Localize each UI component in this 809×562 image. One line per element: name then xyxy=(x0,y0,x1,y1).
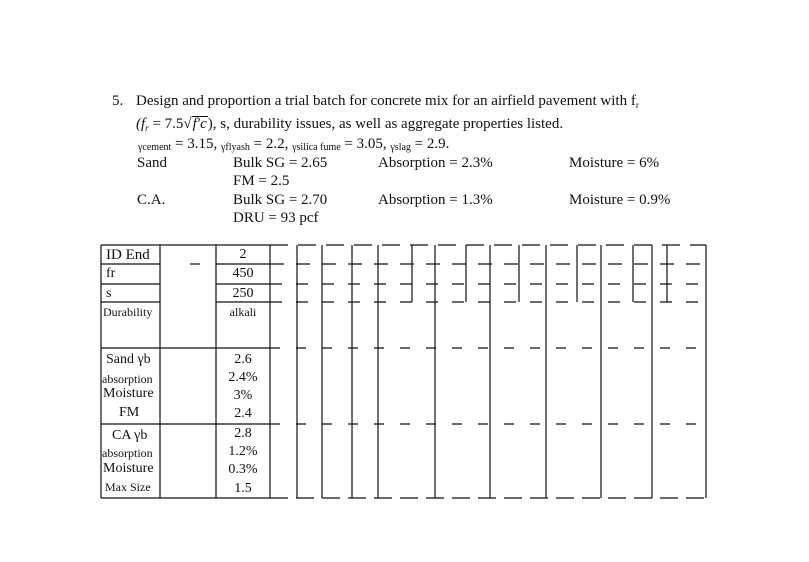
table-value-fr: 450 xyxy=(232,266,254,281)
table-label-durability: Durability xyxy=(103,305,153,319)
gamma-slag-value: = 2.9. xyxy=(410,136,450,152)
gamma-flyash-value: = 2.2, xyxy=(249,136,293,152)
table-value-ca-moisture: 0.3% xyxy=(228,462,258,477)
table-label-s: s xyxy=(106,286,112,301)
sand-moisture: Moisture = 6% xyxy=(569,155,660,171)
table-value-sand-gamma: 2.6 xyxy=(234,352,252,367)
table-value-sand-absorption: 2.4% xyxy=(228,370,258,385)
table-label-max-size: Max Size xyxy=(105,480,151,494)
gamma-flyash-label: γflyash xyxy=(221,142,250,153)
problem-line-2-suffix: ), s, durability issues, as well as aggregate properties listed. xyxy=(207,116,564,132)
table-label-sand-moisture: Moisture xyxy=(103,386,154,401)
gamma-silica-value: = 3.05, xyxy=(340,136,391,152)
ca-label: C.A. xyxy=(137,192,166,208)
table-value-durability: alkali xyxy=(229,305,257,319)
table-value-max-size: 1.5 xyxy=(234,481,252,496)
problem-number: 5. xyxy=(112,93,124,109)
problem-line-1-text: Design and proportion a trial batch for concrete mix for an airfield pavement with f xyxy=(136,93,636,109)
table-label-ca-absorption: absorption xyxy=(102,446,153,460)
gamma-cement-value: = 3.15, xyxy=(171,136,222,152)
sand-bulk-sg: Bulk SG = 2.65 xyxy=(233,155,328,171)
fr-subscript: r xyxy=(635,100,639,110)
table-label-sand-gamma: Sand γb xyxy=(106,352,151,367)
table-value-s: 250 xyxy=(232,286,254,301)
table-value-id-end: 2 xyxy=(239,247,247,262)
table-label-id-end: ID End xyxy=(106,247,150,263)
table-value-ca-absorption: 1.2% xyxy=(228,444,258,459)
ca-bulk-sg: Bulk SG = 2.70 xyxy=(233,192,328,208)
gamma-slag-label: γslag xyxy=(390,142,411,153)
gamma-silica-label: γsilica fume xyxy=(292,142,341,153)
table-value-sand-fm: 2.4 xyxy=(234,406,252,421)
sand-fm: FM = 2.5 xyxy=(233,173,290,189)
sqrt-icon: √ xyxy=(183,116,192,132)
ca-absorption: Absorption = 1.3% xyxy=(378,192,493,208)
table-label-sand-absorption: absorption xyxy=(102,372,153,386)
ca-moisture: Moisture = 0.9% xyxy=(569,192,671,208)
table-value-ca-gamma: 2.8 xyxy=(234,426,252,441)
sand-absorption: Absorption = 2.3% xyxy=(378,155,493,171)
sand-label: Sand xyxy=(137,155,167,171)
table-label-sand-fm: FM xyxy=(119,405,140,420)
table-label-ca-moisture: Moisture xyxy=(103,461,154,476)
sqrt-argument: f′c xyxy=(192,116,207,132)
gamma-cement-label: γcement xyxy=(138,142,172,153)
fr-symbol-sub: r xyxy=(145,123,149,133)
table-label-ca-gamma: CA γb xyxy=(112,428,148,443)
table-label-fr: fr xyxy=(106,266,116,281)
ca-dru: DRU = 93 pcf xyxy=(233,210,319,226)
fr-equation: = 7.5 xyxy=(148,116,184,132)
fr-symbol: (f xyxy=(136,116,146,132)
table-value-sand-moisture: 3% xyxy=(233,388,253,403)
